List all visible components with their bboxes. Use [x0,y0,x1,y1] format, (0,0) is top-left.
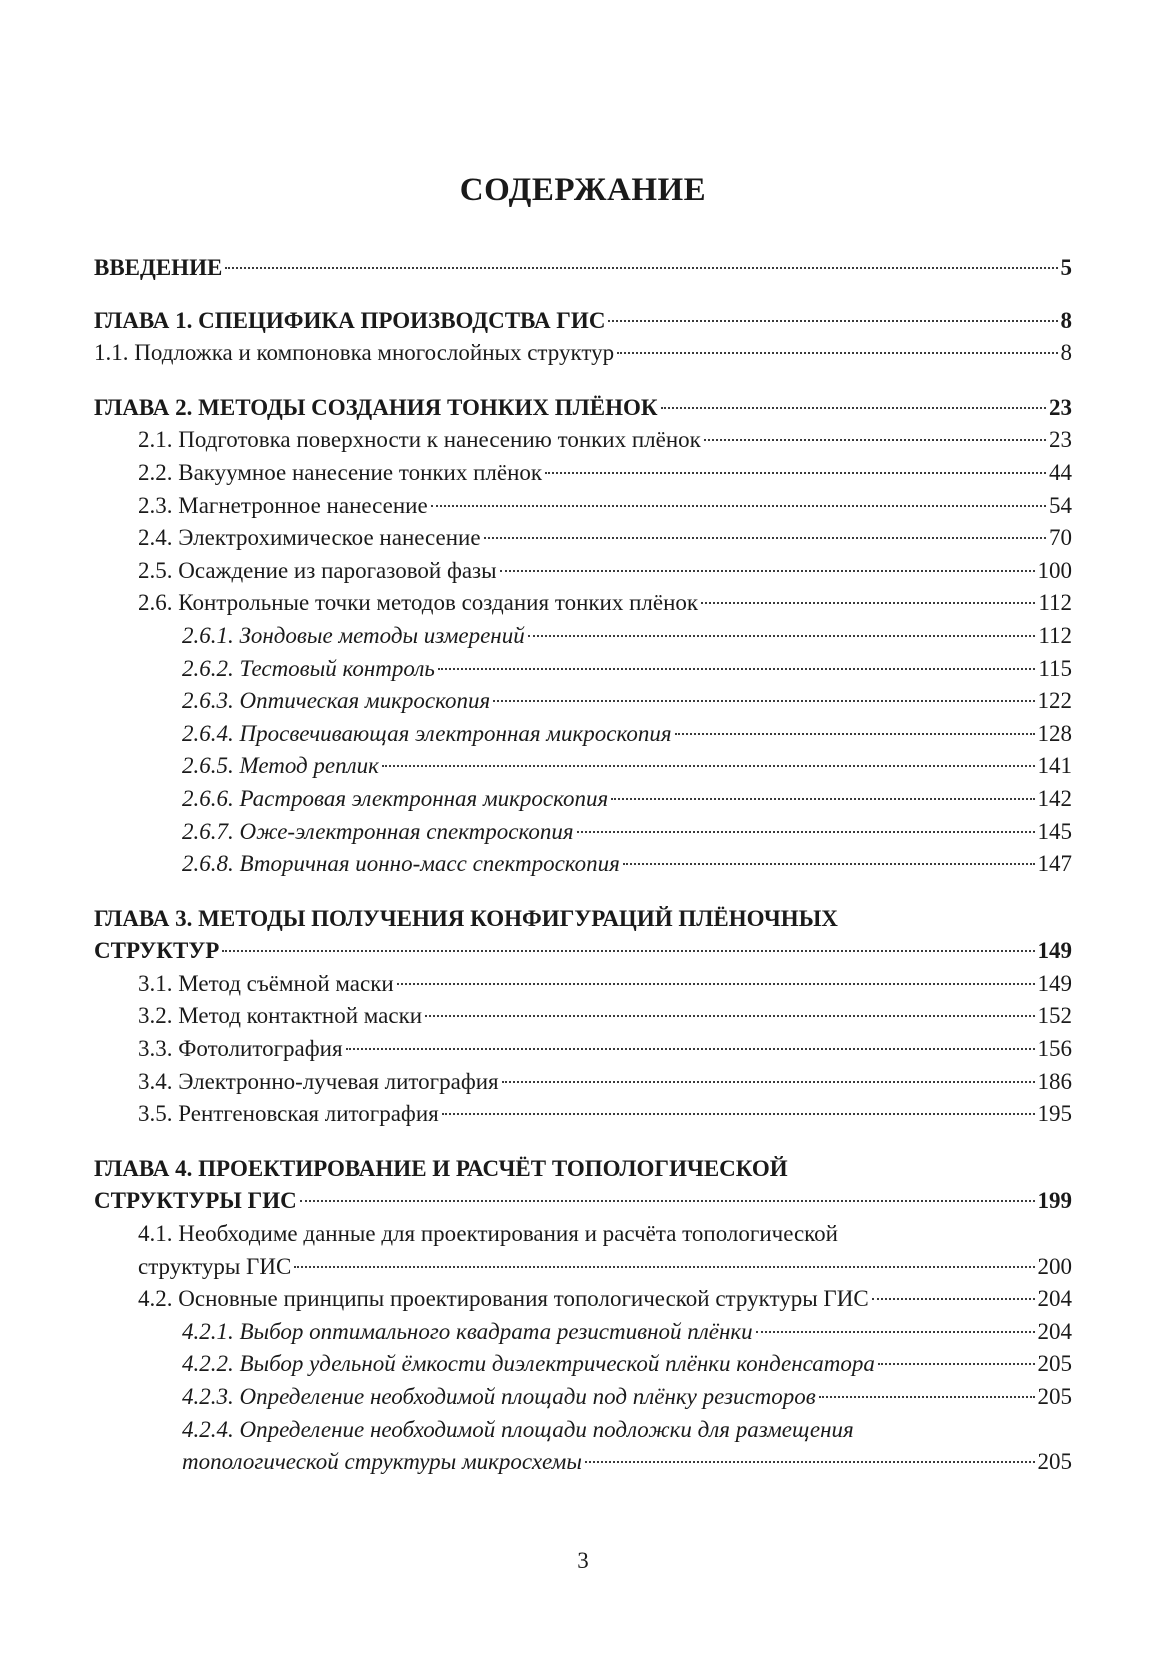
dot-leader [502,1081,1035,1083]
toc-entry-text: ГЛАВА 4. ПРОЕКТИРОВАНИЕ И РАСЧЁТ ТОПОЛОГИЧЕСКОЙ [94,1155,788,1181]
toc-entry-text: 4.2. Основные принципы проектирования топологической структуры ГИС [138,1286,869,1312]
toc-page-number: 141 [1037,753,1072,779]
toc-entry-text: 1.1. Подложка и компоновка многослойных структур [94,340,615,366]
toc-section-2-5[interactable] [94,555,1072,588]
toc-subsection-4-2-2[interactable] [94,1348,1072,1381]
toc-entry-text: 4.2.2. Выбор удельной ёмкости диэлектрической плёнки конденсатора [182,1351,875,1377]
toc-entry-text: 2.6.8. Вторичная ионно-масс спектроскопия [182,851,620,877]
toc-page-number: 115 [1038,655,1072,681]
dot-leader [878,1363,1035,1365]
page-title: СОДЕРЖАНИЕ [459,172,707,208]
toc-entry-text: 2.6.2. Тестовый контроль [182,655,435,681]
toc-entry-text: 2.6.3. Оптическая микроскопия [182,688,491,714]
toc-page-number: 5 [1060,255,1072,280]
toc-entry-text: 4.2.3. Определение необходимой площади под плёнку резисторов [182,1384,816,1409]
toc-entry-text: 2.6.4. Просвечивающая электронная микроскопия [182,720,672,746]
toc-section-1-1[interactable] [94,337,1072,370]
toc-page-number: 186 [1037,1068,1072,1094]
toc-subsection-2-6-1[interactable] [94,620,1072,653]
toc-page-number: 204 [1037,1318,1072,1344]
dot-leader [872,1298,1035,1300]
toc-page-number: 204 [1037,1286,1072,1312]
toc-section-2-3[interactable] [94,490,1072,523]
dot-leader [819,1396,1035,1398]
dot-leader [382,765,1035,767]
toc-entry-text: ГЛАВА 1. СПЕЦИФИКА ПРОИЗВОДСТВА ГИС [94,307,606,333]
toc-page-number: 23 [1049,394,1072,420]
toc-entry-text: 4.1. Необходиме данные для проектирования и расчёта топологической [138,1221,838,1247]
dot-leader [431,505,1046,507]
toc-subsection-4-2-1[interactable] [94,1316,1072,1349]
toc-page-number: 70 [1049,525,1072,551]
toc-section-2-2[interactable] [94,457,1072,490]
dot-leader [397,983,1035,985]
toc-page-number: 200 [1037,1253,1072,1279]
toc-page-number: 44 [1049,459,1072,485]
dot-leader [704,439,1046,441]
toc-subsection-2-6-8[interactable] [94,848,1072,881]
toc-chapter-3[interactable] [94,903,1072,936]
toc-entry-text: 2.5. Осаждение из парогазовой фазы [138,557,497,583]
toc-page-number: 122 [1037,688,1072,714]
toc-page-number: 147 [1037,851,1072,877]
dot-leader [294,1266,1034,1268]
toc-entry-text: 2.6.5. Метод реплик [182,753,379,779]
dot-leader [346,1048,1035,1050]
toc-entry-intro[interactable] [94,252,1072,285]
dot-leader [617,352,1057,354]
toc-section-4-2[interactable] [94,1283,1072,1316]
toc-page-number: 195 [1037,1101,1072,1127]
toc-section-3-4[interactable] [94,1066,1072,1099]
toc-entry-text: ВВЕДЕНИЕ [94,255,223,280]
dot-leader [608,320,1057,322]
toc-subsection-2-6-7[interactable] [94,816,1072,849]
toc-entry-text: 4.2.4. Определение необходимой площади подложки для размещения [182,1416,854,1442]
table-of-contents [94,252,1072,1479]
toc-entry-text: структуры ГИС [138,1253,292,1279]
toc-section-4-1-cont[interactable] [94,1251,1072,1284]
toc-subsection-2-6-2[interactable] [94,653,1072,686]
toc-section-2-1[interactable] [94,424,1072,457]
dot-leader [500,570,1035,572]
toc-page-number: 142 [1037,785,1072,811]
dot-leader [425,1015,1034,1017]
toc-entry-text: 2.6.1. Зондовые методы измерений [182,622,525,648]
toc-subsection-4-2-4-cont[interactable] [94,1446,1072,1479]
toc-page-number: 128 [1037,720,1072,746]
toc-entry-text: 3.3. Фотолитография [138,1036,343,1062]
toc-subsection-4-2-3[interactable] [94,1381,1072,1414]
dot-leader [442,1113,1035,1115]
toc-subsection-2-6-4[interactable] [94,718,1072,751]
toc-chapter-3-cont[interactable] [94,935,1072,968]
dot-leader [438,668,1036,670]
toc-chapter-4-cont[interactable] [94,1185,1072,1218]
toc-section-4-1[interactable] [94,1218,1072,1251]
toc-chapter-1[interactable] [94,305,1072,338]
dot-leader [585,1461,1035,1463]
toc-entry-text: 2.4. Электрохимическое нанесение [138,525,481,551]
toc-page-number: 205 [1037,1384,1072,1409]
toc-page-number: 8 [1060,340,1072,366]
page-number: 3 [577,1548,589,1573]
toc-section-3-3[interactable] [94,1033,1072,1066]
toc-subsection-2-6-6[interactable] [94,783,1072,816]
toc-entry-text: ГЛАВА 2. МЕТОДЫ СОЗДАНИЯ ТОНКИХ ПЛЁНОК [94,394,658,420]
dot-leader [701,602,1035,604]
dot-leader [623,863,1035,865]
toc-page-number: 112 [1038,590,1072,616]
toc-entry-text: топологической структуры микросхемы [182,1449,582,1475]
toc-page-number: 199 [1037,1188,1072,1214]
toc-entry-text: 2.6.6. Растровая электронная микроскопия [182,785,609,811]
toc-page-number: 8 [1060,307,1072,333]
toc-page-number: 205 [1037,1449,1072,1475]
toc-entry-text: 3.1. Метод съёмной маски [138,970,394,996]
dot-leader [545,472,1046,474]
dot-leader [577,831,1035,833]
toc-page-number: 205 [1037,1351,1072,1377]
toc-page-number: 54 [1049,492,1072,518]
toc-section-3-2[interactable] [94,1000,1072,1033]
dot-leader [756,1331,1035,1333]
toc-chapter-2[interactable] [94,392,1072,425]
toc-subsection-2-6-5[interactable] [94,750,1072,783]
toc-chapter-4[interactable] [94,1153,1072,1186]
toc-entry-text: 2.2. Вакуумное нанесение тонких плёнок [138,459,543,485]
dot-leader [611,798,1034,800]
dot-leader [300,1200,1035,1202]
toc-subsection-2-6-3[interactable] [94,685,1072,718]
dot-leader [493,700,1034,702]
dot-leader [661,407,1046,409]
toc-page-number: 23 [1049,427,1072,453]
toc-entry-text: 2.1. Подготовка поверхности к нанесению тонких плёнок [138,427,701,453]
dot-leader [528,635,1036,637]
toc-entry-text: 2.6. Контрольные точки методов создания тонких плёнок [138,590,699,616]
toc-page-number: 112 [1038,622,1072,648]
toc-entry-text: 2.6.7. Оже-электронная спектроскопия [182,818,574,844]
toc-section-3-5[interactable] [94,1098,1072,1131]
toc-page-number: 156 [1037,1036,1072,1062]
toc-entry-text: 3.4. Электронно-лучевая литография [138,1068,499,1094]
toc-entry-text: 3.5. Рентгеновская литография [138,1101,439,1127]
toc-page-number: 145 [1037,818,1072,844]
toc-entry-text: СТРУКТУР [94,938,220,964]
toc-entry-text: ГЛАВА 3. МЕТОДЫ ПОЛУЧЕНИЯ КОНФИГУРАЦИЙ ПЛЁНОЧНЫХ [94,905,838,931]
toc-section-2-6[interactable] [94,587,1072,620]
dot-leader [222,950,1034,952]
toc-page-number: 149 [1037,970,1072,996]
toc-section-3-1[interactable] [94,968,1072,1001]
toc-page-number: 100 [1037,557,1072,583]
dot-leader [484,537,1046,539]
toc-page-number: 152 [1037,1003,1072,1029]
toc-section-2-4[interactable] [94,522,1072,555]
toc-entry-text: СТРУКТУРЫ ГИС [94,1188,297,1214]
dot-leader [675,733,1035,735]
toc-entry-text: 3.2. Метод контактной маски [138,1003,423,1029]
toc-page-number: 149 [1037,938,1072,964]
dot-leader [225,267,1057,269]
toc-entry-text: 4.2.1. Выбор оптимального квадрата резистивной плёнки [182,1318,753,1344]
toc-entry-text: 2.3. Магнетронное нанесение [138,492,428,518]
toc-subsection-4-2-4[interactable] [94,1414,1072,1447]
